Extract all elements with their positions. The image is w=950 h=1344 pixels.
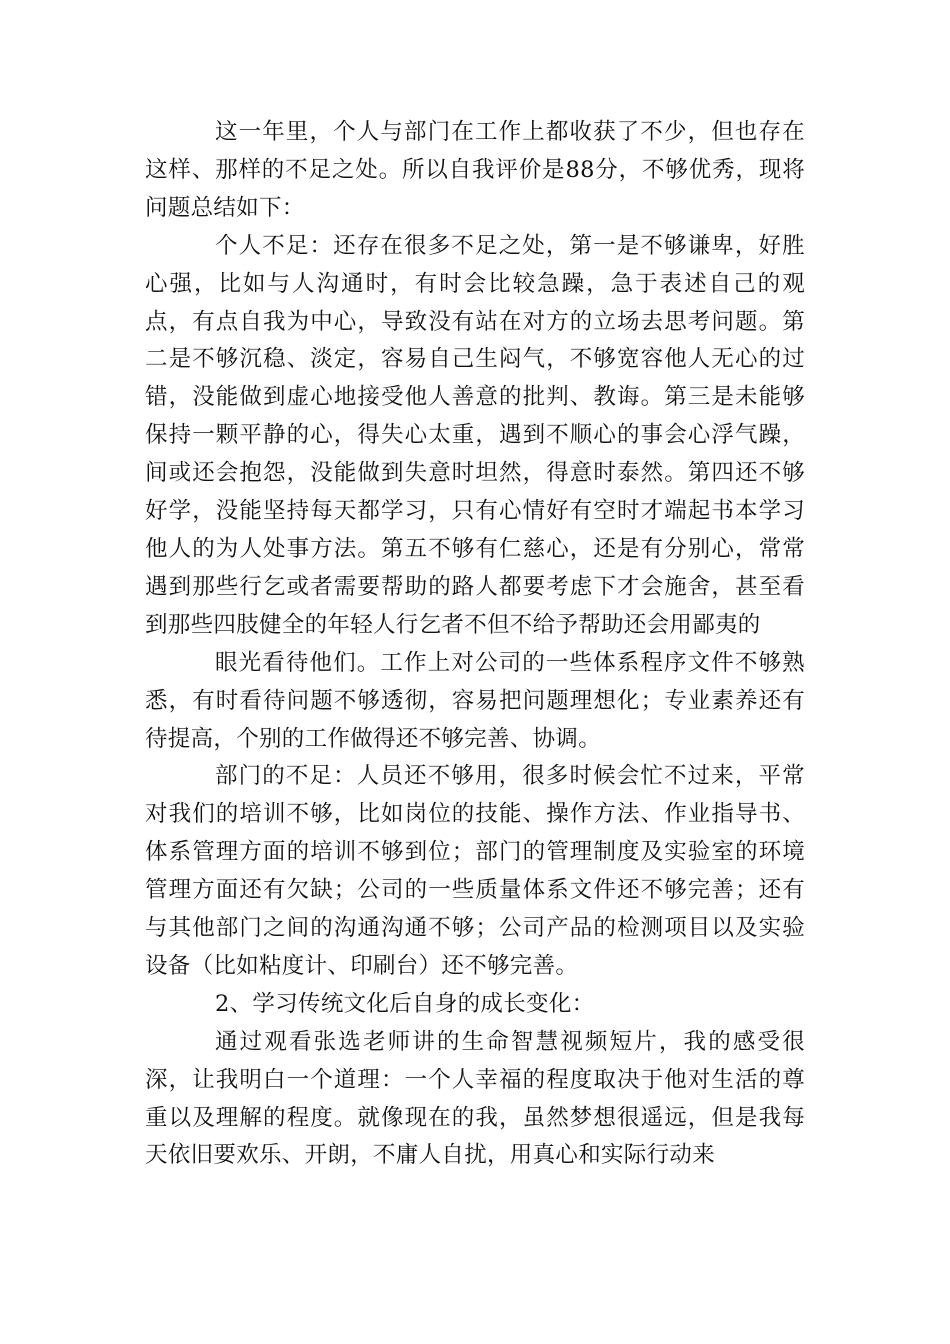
section-heading-growth: 2、学习传统文化后自身的成长变化： [215, 990, 595, 1017]
paragraph-work-shortcomings: 眼光看待他们。工作上对公司的一些体系程序文件不够熟悉，有时看待问题不够透彻，容易把问题理想化；专业素养还有待提高，个别的工作做得还不够完善、协调。 [145, 649, 805, 752]
paragraph-growth-reflection: 通过观看张选老师讲的生命智慧视频短片，我的感受很深，让我明白一个道理：一个人幸福的程度取决于他对生活的尊重以及理解的程度。就像现在的我，虽然梦想很遥远，但是我每天依旧要欢乐、开朗，不庸人自扰，用真心和实际行动来 [145, 1028, 805, 1169]
paragraph-personal-shortcomings: 个人不足：还存在很多不足之处，第一是不够谦卑，好胜心强，比如与人沟通时，有时会比较急躁，急于表述自己的观点，有点自我为中心，导致没有站在对方的立场去思考问题。第二是不够沉稳、淡定，容易自己生闷气，不够宽容他人无心的过错，没能做到虚心地接受他人善意的批判、教诲。第三是未能够保持一颗平静的心，得失心太重，遇到不顺心的事会心浮气躁，间或还会抱怨，没能做到失意时坦然，得意时泰然。第四还不够好学，没能坚持每天都学习，只有心情好有空时才端起书本学习他人的为人处事方法。第五不够有仁慈心，还是有分别心，常常遇到那些行乞或者需要帮助的路人都要考虑下才会施舍，甚至看到那些四肢健全的年轻人行乞者不但不给予帮助还会用鄙夷的 [145, 232, 805, 638]
paragraph-department-shortcomings: 部门的不足：人员还不够用，很多时候会忙不过来，平常对我们的培训不够，比如岗位的技能、操作方法、作业指导书、体系管理方面的培训不够到位；部门的管理制度及实验室的环境管理方面还有欠缺；公司的一些质量体系文件还不够完善；还有与其他部门之间的沟通沟通不够；公司产品的检测项目以及实验设备（比如粘度计、印刷台）还不够完善。 [145, 763, 805, 979]
document-body [145, 114, 805, 1175]
paragraph-self-evaluation: 这一年里，个人与部门在工作上都收获了不少，但也存在这样、那样的不足之处。所以自我评价是88分，不够优秀，现将问题总结如下： [145, 119, 805, 221]
